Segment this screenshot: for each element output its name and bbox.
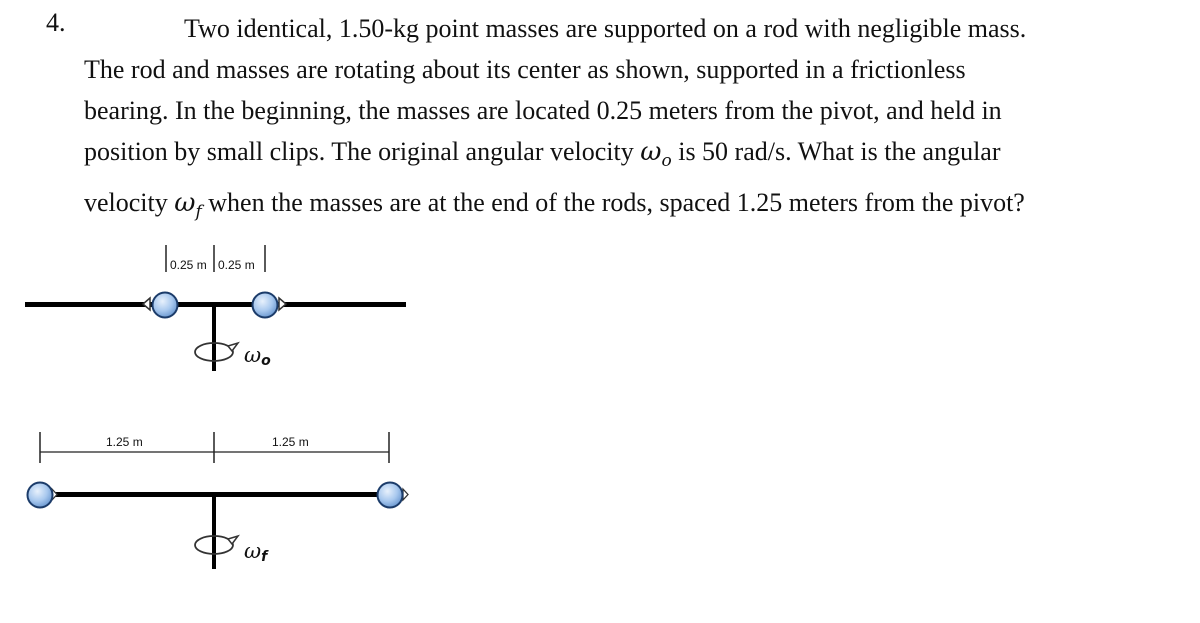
dimension-label-right: 0.25 m — [218, 258, 255, 272]
problem-text-segment: when the masses are at the end of the rods, spaced 1.25 meters from the pivot? — [208, 188, 1025, 217]
problem-text-segment: is 50 rad/s. What is the angular — [678, 137, 1001, 166]
omega-final-subscript: f — [195, 202, 202, 222]
problem-text-segment: velocity — [84, 188, 168, 217]
dimension-label-right: 1.25 m — [272, 435, 309, 449]
clip-right — [403, 489, 408, 500]
omega-symbol: ω — [640, 137, 662, 167]
omega-initial-label — [244, 343, 271, 369]
omega-final-subscript: f — [261, 549, 268, 565]
omega-initial-subscript: o — [661, 151, 672, 171]
rotation-arrow-icon — [195, 536, 238, 554]
problem-text-segment: position by small clips. The original angular velocity — [84, 137, 634, 166]
omega-final-label — [244, 539, 269, 565]
dimension-label-left: 0.25 m — [170, 258, 207, 272]
omega-initial-subscript: o — [261, 353, 271, 369]
omega-symbol: ω — [174, 188, 196, 218]
final-state-diagram — [28, 432, 409, 569]
omega-symbol: ω — [244, 539, 262, 563]
point-mass-left — [28, 483, 53, 508]
dimension-label-left: 1.25 m — [106, 435, 143, 449]
point-mass-right — [253, 293, 278, 318]
clip-right — [279, 298, 286, 310]
problem-line: The rod and masses are rotating about its center as shown, supported in a frictionless — [84, 55, 966, 84]
rotation-arrow-icon — [195, 343, 238, 361]
omega-symbol: ω — [244, 343, 262, 367]
problem-number: 4. — [46, 8, 66, 37]
clip-left — [143, 298, 150, 310]
point-mass-right — [378, 483, 403, 508]
point-mass-left — [153, 293, 178, 318]
problem-line: bearing. In the beginning, the masses are located 0.25 meters from the pivot, and held in — [84, 96, 1002, 125]
problem-line: Two identical, 1.50-kg point masses are supported on a rod with negligible mass. — [184, 14, 1027, 43]
pivot-shaft — [212, 495, 216, 569]
initial-state-diagram — [25, 245, 406, 371]
